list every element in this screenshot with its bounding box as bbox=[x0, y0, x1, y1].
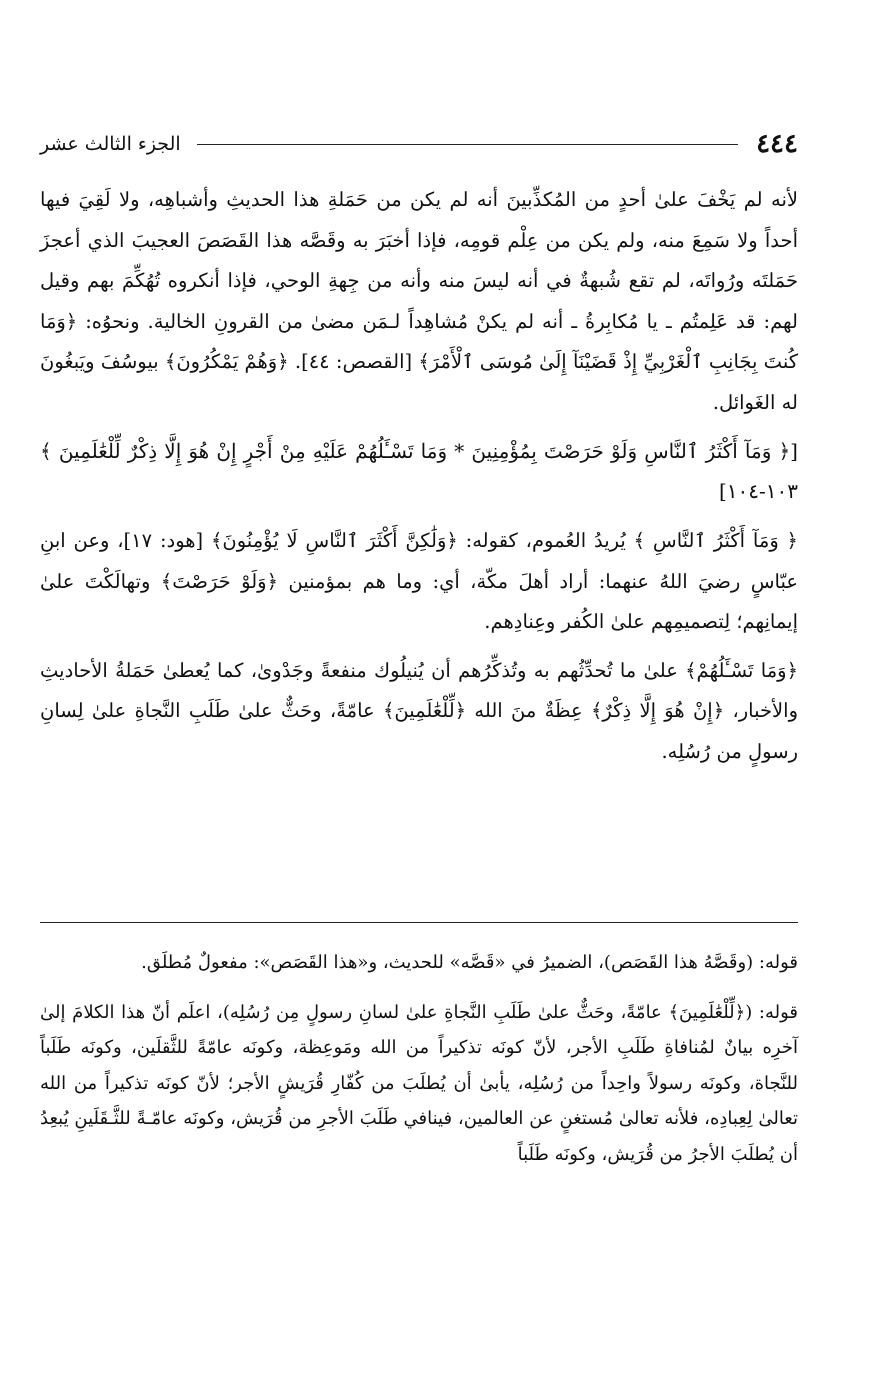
paragraph-2: ﴿ وَمَآ أَكْثَرُ ٱلنَّاسِ ﴾ يُريدُ العُموم، كقوله: ﴿وَلَٰكِنَّ أَكْثَرَ ٱلنَّاسِ لَا يُؤْمِنُونَ﴾ [هود: ١٧]، وعن ابنِ عبّاسٍ رضيَ اللهُ عنهما: أراد أهلَ مكّة، أي: وما هم بمؤمنين ﴿وَلَوْ حَرَصْتَ﴾ وتهالَكْتَ علىٰ إيمانِهم؛ لِتصميمِهم علىٰ الكُفر وعِنادِهم. bbox=[40, 529, 798, 633]
page-header bbox=[40, 122, 798, 166]
paragraph-3: ﴿وَمَا تَسْـَٔلُهُمْ﴾ علىٰ ما تُحدِّثُهم به وتُذكِّرُهم أن يُنيلُوك منفعةً وجَدْوىٰ، كما يُعطىٰ حَمَلةُ الأحاديثِ والأخبار، ﴿إِنْ هُوَ إِلَّا ذِكْرٌ﴾ عِظَةٌ منَ الله ﴿لِّلْعَٰلَمِينَ﴾ عامّةً، وحَثٌّ علىٰ طَلَبِ النَّجاةِ علىٰ لِسانِ رسولٍ من رُسُلِه. bbox=[40, 658, 798, 763]
header-rule bbox=[197, 144, 738, 145]
footnote-2: قوله: (﴿لِّلْعَٰلَمِينَ﴾ عامّةً، وحَثٌّ علىٰ طَلَبِ النَّجاةِ علىٰ لسانِ رسولٍ مِن رُسُلِه)، اعلَم أنّ هذا الكلامَ إلىٰ آخرِه بيانٌ لمُنافاةِ طَلَبِ الأجر، لأنّ كونَه تذكيراً من الله ومَوعِظة، وكونَه عامّةً للثَّقلَين، وكونَه طَلَباً للنَّجاة، وكونَه رسولاً واحِداً من رُسُلِه، يأبىٰ أن يُطلَبَ من كُفّارِ قُرَيشٍ الأجر؛ لأنّ كونَه تذكيراً من الله تعالىٰ لِعِبادِه، فلأنه تعالىٰ مُستغنٍ عن العالمين، فينافي طَلَبَ الأجرِ من قُرَيش، وكونَه عامّـةً للثَّـقَلَينِ يُبعِدُ أن يُطلَبَ الأجرُ من قُرَيش، وكونَه طَلَباً bbox=[40, 1001, 798, 1165]
footnote-1: قوله: (وقَصَّهُ هذا القَصَص)، الضميرُ في «قَصَّه» للحديث، و«هذا القَصَص»: مفعولٌ مُطلَق. bbox=[141, 952, 798, 973]
running-title: الجزء الثالث عشر bbox=[40, 133, 181, 155]
footnote-separator bbox=[40, 922, 798, 923]
main-text bbox=[40, 180, 798, 772]
paragraph-1: لأنه لم يَخْفَ علىٰ أحدٍ من المُكذِّبينَ أنه لم يكن من حَمَلةِ هذا الحديثِ وأشباهِه، ولا لَقِيَ فيها أحداً ولا سَمِعَ منه، ولم يكن من عِلْم قومِه، فإذا أخبَرَ به وقَصَّه هذا القَصَصَ العجيبَ الذي أعجزَ حَمَلتَه ورُواتَه، لم تقع شُبهةٌ في أنه ليسَ منه وأنه من جِهةِ الوحي، فإذا أنكروه تُهُكِّمَ بهم وقيل لهم: قد عَلِمتُم ـ يا مُكابِرةُ ـ أنه لم يكنْ مُشاهِداً لـمَن مضىٰ من القرونِ الخالية. ونحوُه: ﴿وَمَا كُنتَ بِجَانِبِ ٱلْغَرْبِيِّ إِذْ قَضَيْنَآ إِلَىٰ مُوسَى ٱلْأَمْرَ﴾ [القصص: ٤٤]. ﴿وَهُمْ يَمْكُرُونَ﴾ بيوسُفَ ويَبغُونَ له الغَوائل. bbox=[40, 188, 798, 414]
verse-block: [﴿ وَمَآ أَكْثَرُ ٱلنَّاسِ وَلَوْ حَرَصْتَ بِمُؤْمِنِينَ * وَمَا تَسْـَٔلُهُمْ عَلَيْهِ مِنْ أَجْرٍ إِنْ هُوَ إِلَّا ذِكْرٌ لِّلْعَٰلَمِينَ ﴾ ١٠٣-١٠٤] bbox=[40, 439, 798, 503]
page-number: ٤٤٤ bbox=[756, 129, 798, 159]
footnotes bbox=[40, 945, 798, 1186]
